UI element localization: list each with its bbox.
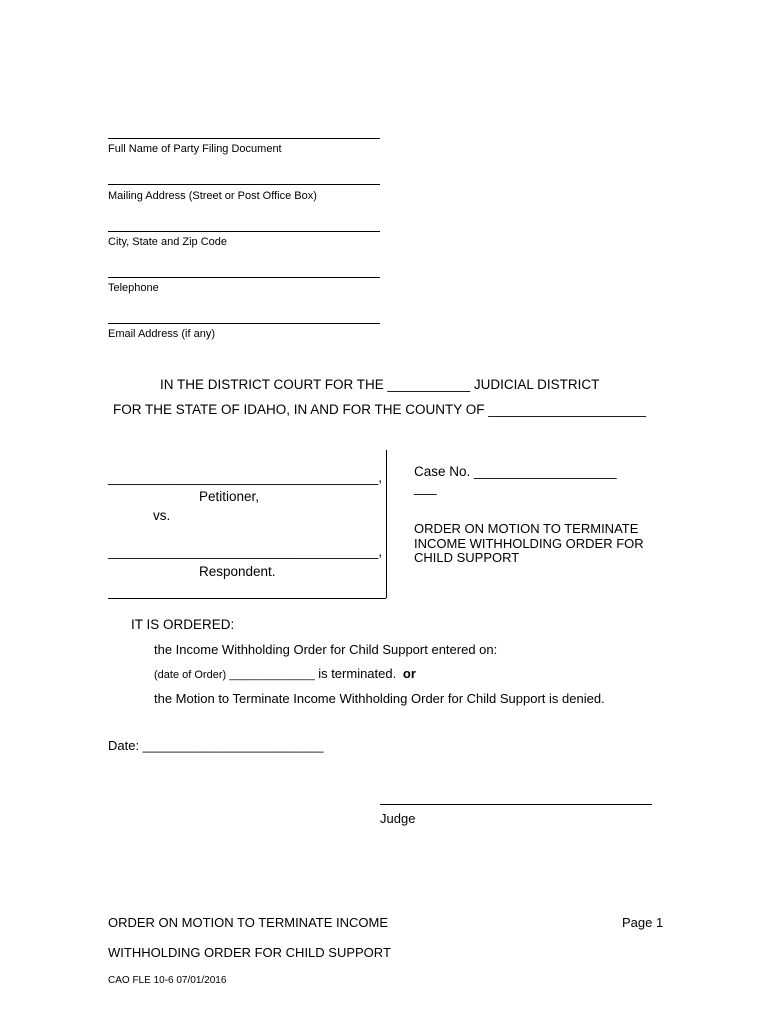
order-line-entered-on: the Income Withholding Order for Child Support entered on: xyxy=(154,642,498,657)
court-heading-line2: FOR THE STATE OF IDAHO, IN AND FOR THE COUNTY OF _____________________ xyxy=(113,402,646,417)
email-label: Email Address (if any) xyxy=(108,328,215,340)
full-name-label: Full Name of Party Filing Document xyxy=(108,143,282,155)
footer-title-line1: ORDER ON MOTION TO TERMINATE INCOME xyxy=(108,915,388,930)
document-title-line1: ORDER ON MOTION TO TERMINATE xyxy=(414,521,639,536)
petitioner-label: Petitioner, xyxy=(199,489,260,504)
full-name-line[interactable] xyxy=(108,138,380,139)
date-field[interactable]: Date: _________________________ xyxy=(108,738,324,753)
vs-label: vs. xyxy=(153,508,171,523)
caption-bottom-rule xyxy=(108,598,386,599)
footer-form-id: CAO FLE 10-6 07/01/2016 xyxy=(108,975,227,986)
judge-label: Judge xyxy=(380,811,416,826)
mailing-address-label: Mailing Address (Street or Post Office Box) xyxy=(108,190,317,202)
mailing-address-line[interactable] xyxy=(108,184,380,185)
caption-divider xyxy=(386,450,387,598)
footer-page-number: Page 1 xyxy=(622,915,664,930)
petitioner-name-line[interactable]: ____________________________________, xyxy=(108,470,383,485)
city-state-zip-line[interactable] xyxy=(108,231,380,232)
judge-signature-line[interactable] xyxy=(380,804,652,805)
or-text: or xyxy=(402,666,416,681)
document-title xyxy=(414,522,644,566)
terminated-text: is terminated. xyxy=(318,666,397,681)
city-state-zip-label: City, State and Zip Code xyxy=(108,236,228,248)
respondent-name-line[interactable]: ____________________________________, xyxy=(108,544,383,559)
order-line-denied: the Motion to Terminate Income Withholding Order for Child Support is denied. xyxy=(154,691,605,706)
email-line[interactable] xyxy=(108,323,380,324)
order-line-date-terminated xyxy=(154,666,416,681)
footer-title-line2: WITHHOLDING ORDER FOR CHILD SUPPORT xyxy=(108,945,391,960)
telephone-label: Telephone xyxy=(108,282,159,294)
case-number-field[interactable]: Case No. ___________________ xyxy=(414,464,617,479)
date-of-order-field[interactable]: (date of Order) ______________ xyxy=(154,669,315,681)
order-heading: IT IS ORDERED: xyxy=(131,617,235,632)
document-title-line3: CHILD SUPPORT xyxy=(414,550,520,565)
telephone-line[interactable] xyxy=(108,277,380,278)
respondent-label: Respondent. xyxy=(199,564,276,579)
case-number-field-continued[interactable]: ___ xyxy=(414,480,437,495)
document-title-line2: INCOME WITHHOLDING ORDER FOR xyxy=(414,535,644,551)
court-heading-line1: IN THE DISTRICT COURT FOR THE ___________ JUDICIAL DISTRICT xyxy=(160,377,600,392)
